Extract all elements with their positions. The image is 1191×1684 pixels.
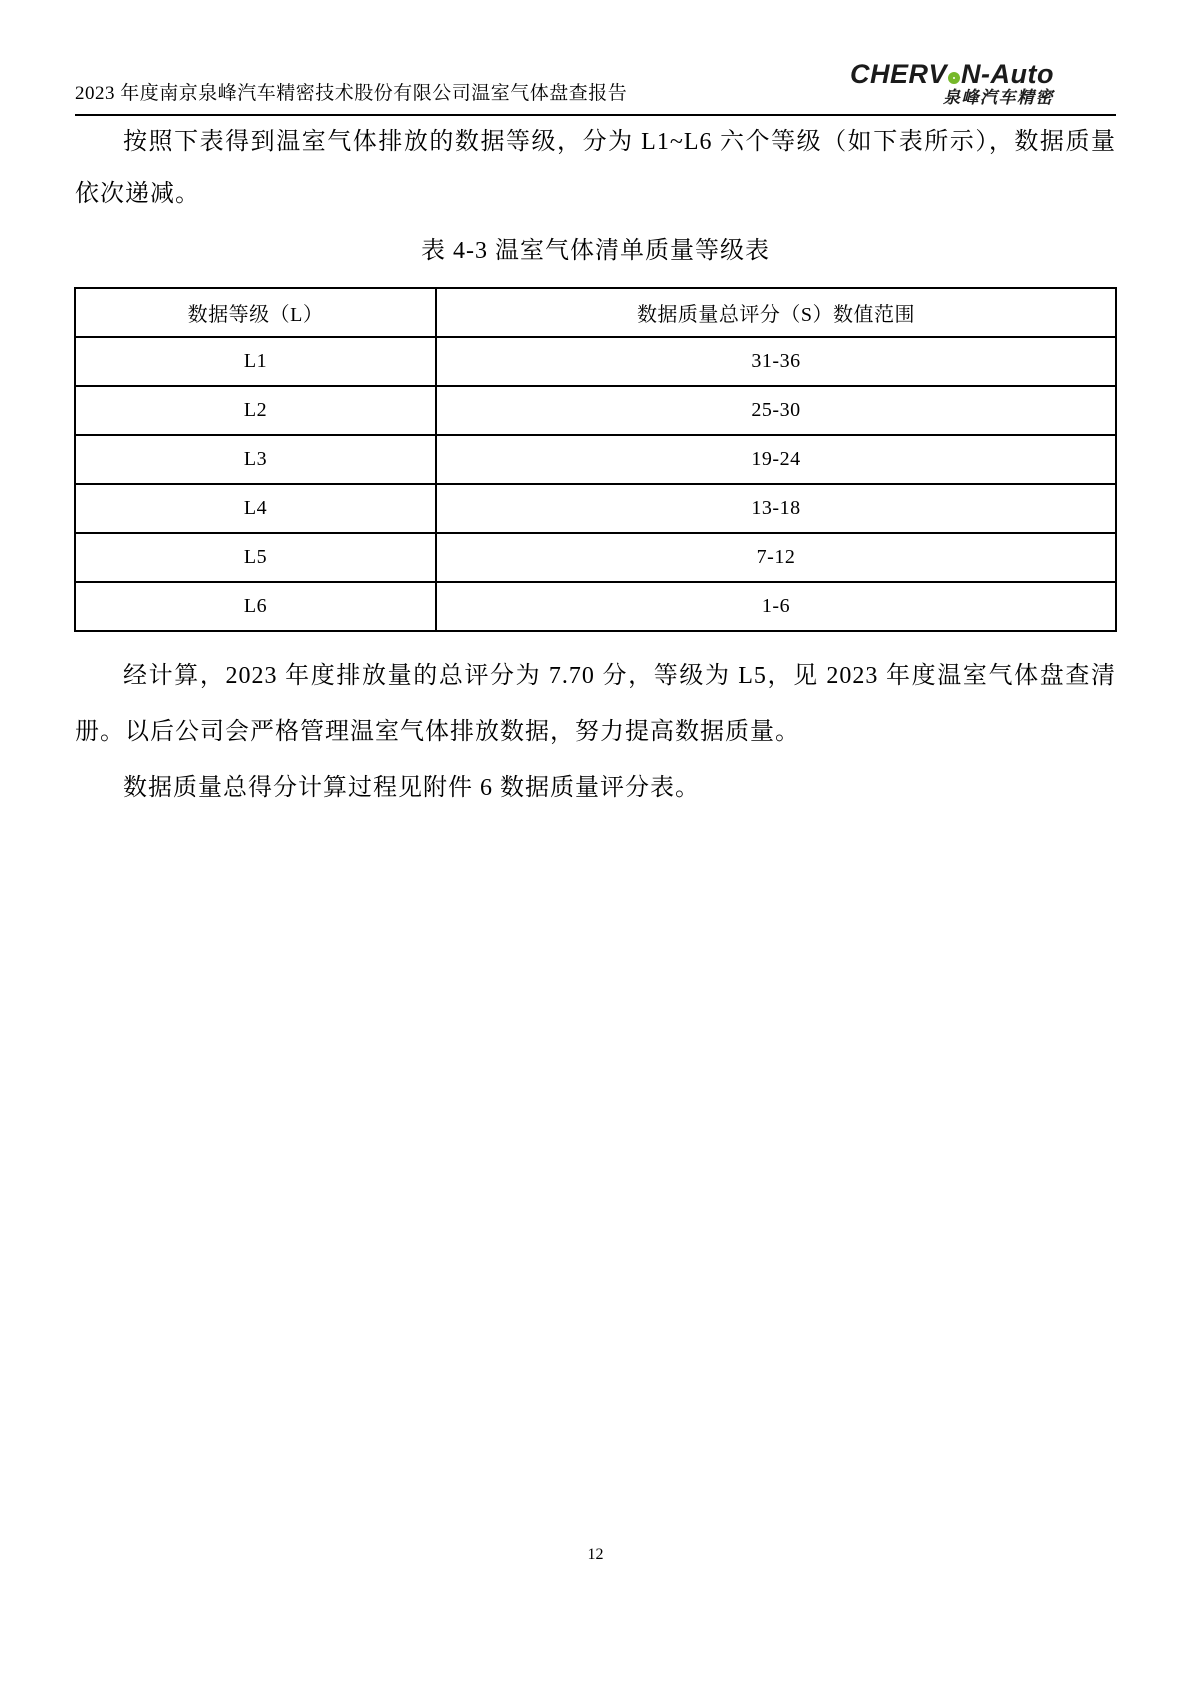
table-row	[75, 435, 1116, 484]
table-row	[75, 386, 1116, 435]
table-header-row	[75, 288, 1116, 337]
logo-text-before-o: CHERV	[850, 58, 948, 89]
cell-range: 25-30	[436, 386, 1116, 435]
header-title: 2023 年度南京泉峰汽车精密技术股份有限公司温室气体盘查报告	[75, 83, 628, 104]
logo-subtitle: 泉峰汽车精密	[943, 88, 1054, 108]
table-row	[75, 582, 1116, 631]
header-cell-level: 数据等级（L）	[75, 288, 436, 337]
table-row	[75, 533, 1116, 582]
page-number: 12	[587, 1546, 604, 1563]
green-o-icon	[948, 72, 960, 84]
quality-grade-table-wrap	[74, 287, 1117, 632]
cell-level: L4	[75, 484, 436, 533]
cell-level: L1	[75, 337, 436, 386]
table-caption: 表 4-3 温室气体清单质量等级表	[421, 238, 770, 264]
quality-grade-table	[74, 287, 1117, 632]
cell-level: L5	[75, 533, 436, 582]
logo-text-after-o: N-Auto	[961, 58, 1054, 89]
paragraph-data-grades: 按照下表得到温室气体排放的数据等级，分为 L1~L6 六个等级（如下表所示），数据质量依次递减。	[75, 129, 1116, 207]
body-after-table	[75, 648, 1116, 816]
cell-range: 1-6	[436, 582, 1116, 631]
table-row	[75, 337, 1116, 386]
paragraph-attachment-ref: 数据质量总得分计算过程见附件 6 数据质量评分表。	[123, 775, 700, 801]
logo-wordmark	[850, 60, 1054, 88]
cell-level: L3	[75, 435, 436, 484]
cell-range: 31-36	[436, 337, 1116, 386]
chervon-logo	[850, 60, 1116, 114]
running-header	[75, 44, 1116, 116]
paragraph-score-result: 经计算，2023 年度排放量的总评分为 7.70 分，等级为 L5，见 2023 年度温室气体盘查清册。以后公司会严格管理温室气体排放数据，努力提高数据质量。	[75, 663, 1116, 745]
table-row	[75, 484, 1116, 533]
cell-level: L2	[75, 386, 436, 435]
cell-range: 19-24	[436, 435, 1116, 484]
cell-range: 7-12	[436, 533, 1116, 582]
header-cell-range: 数据质量总评分（S）数值范围	[436, 288, 1116, 337]
cell-level: L6	[75, 582, 436, 631]
cell-range: 13-18	[436, 484, 1116, 533]
